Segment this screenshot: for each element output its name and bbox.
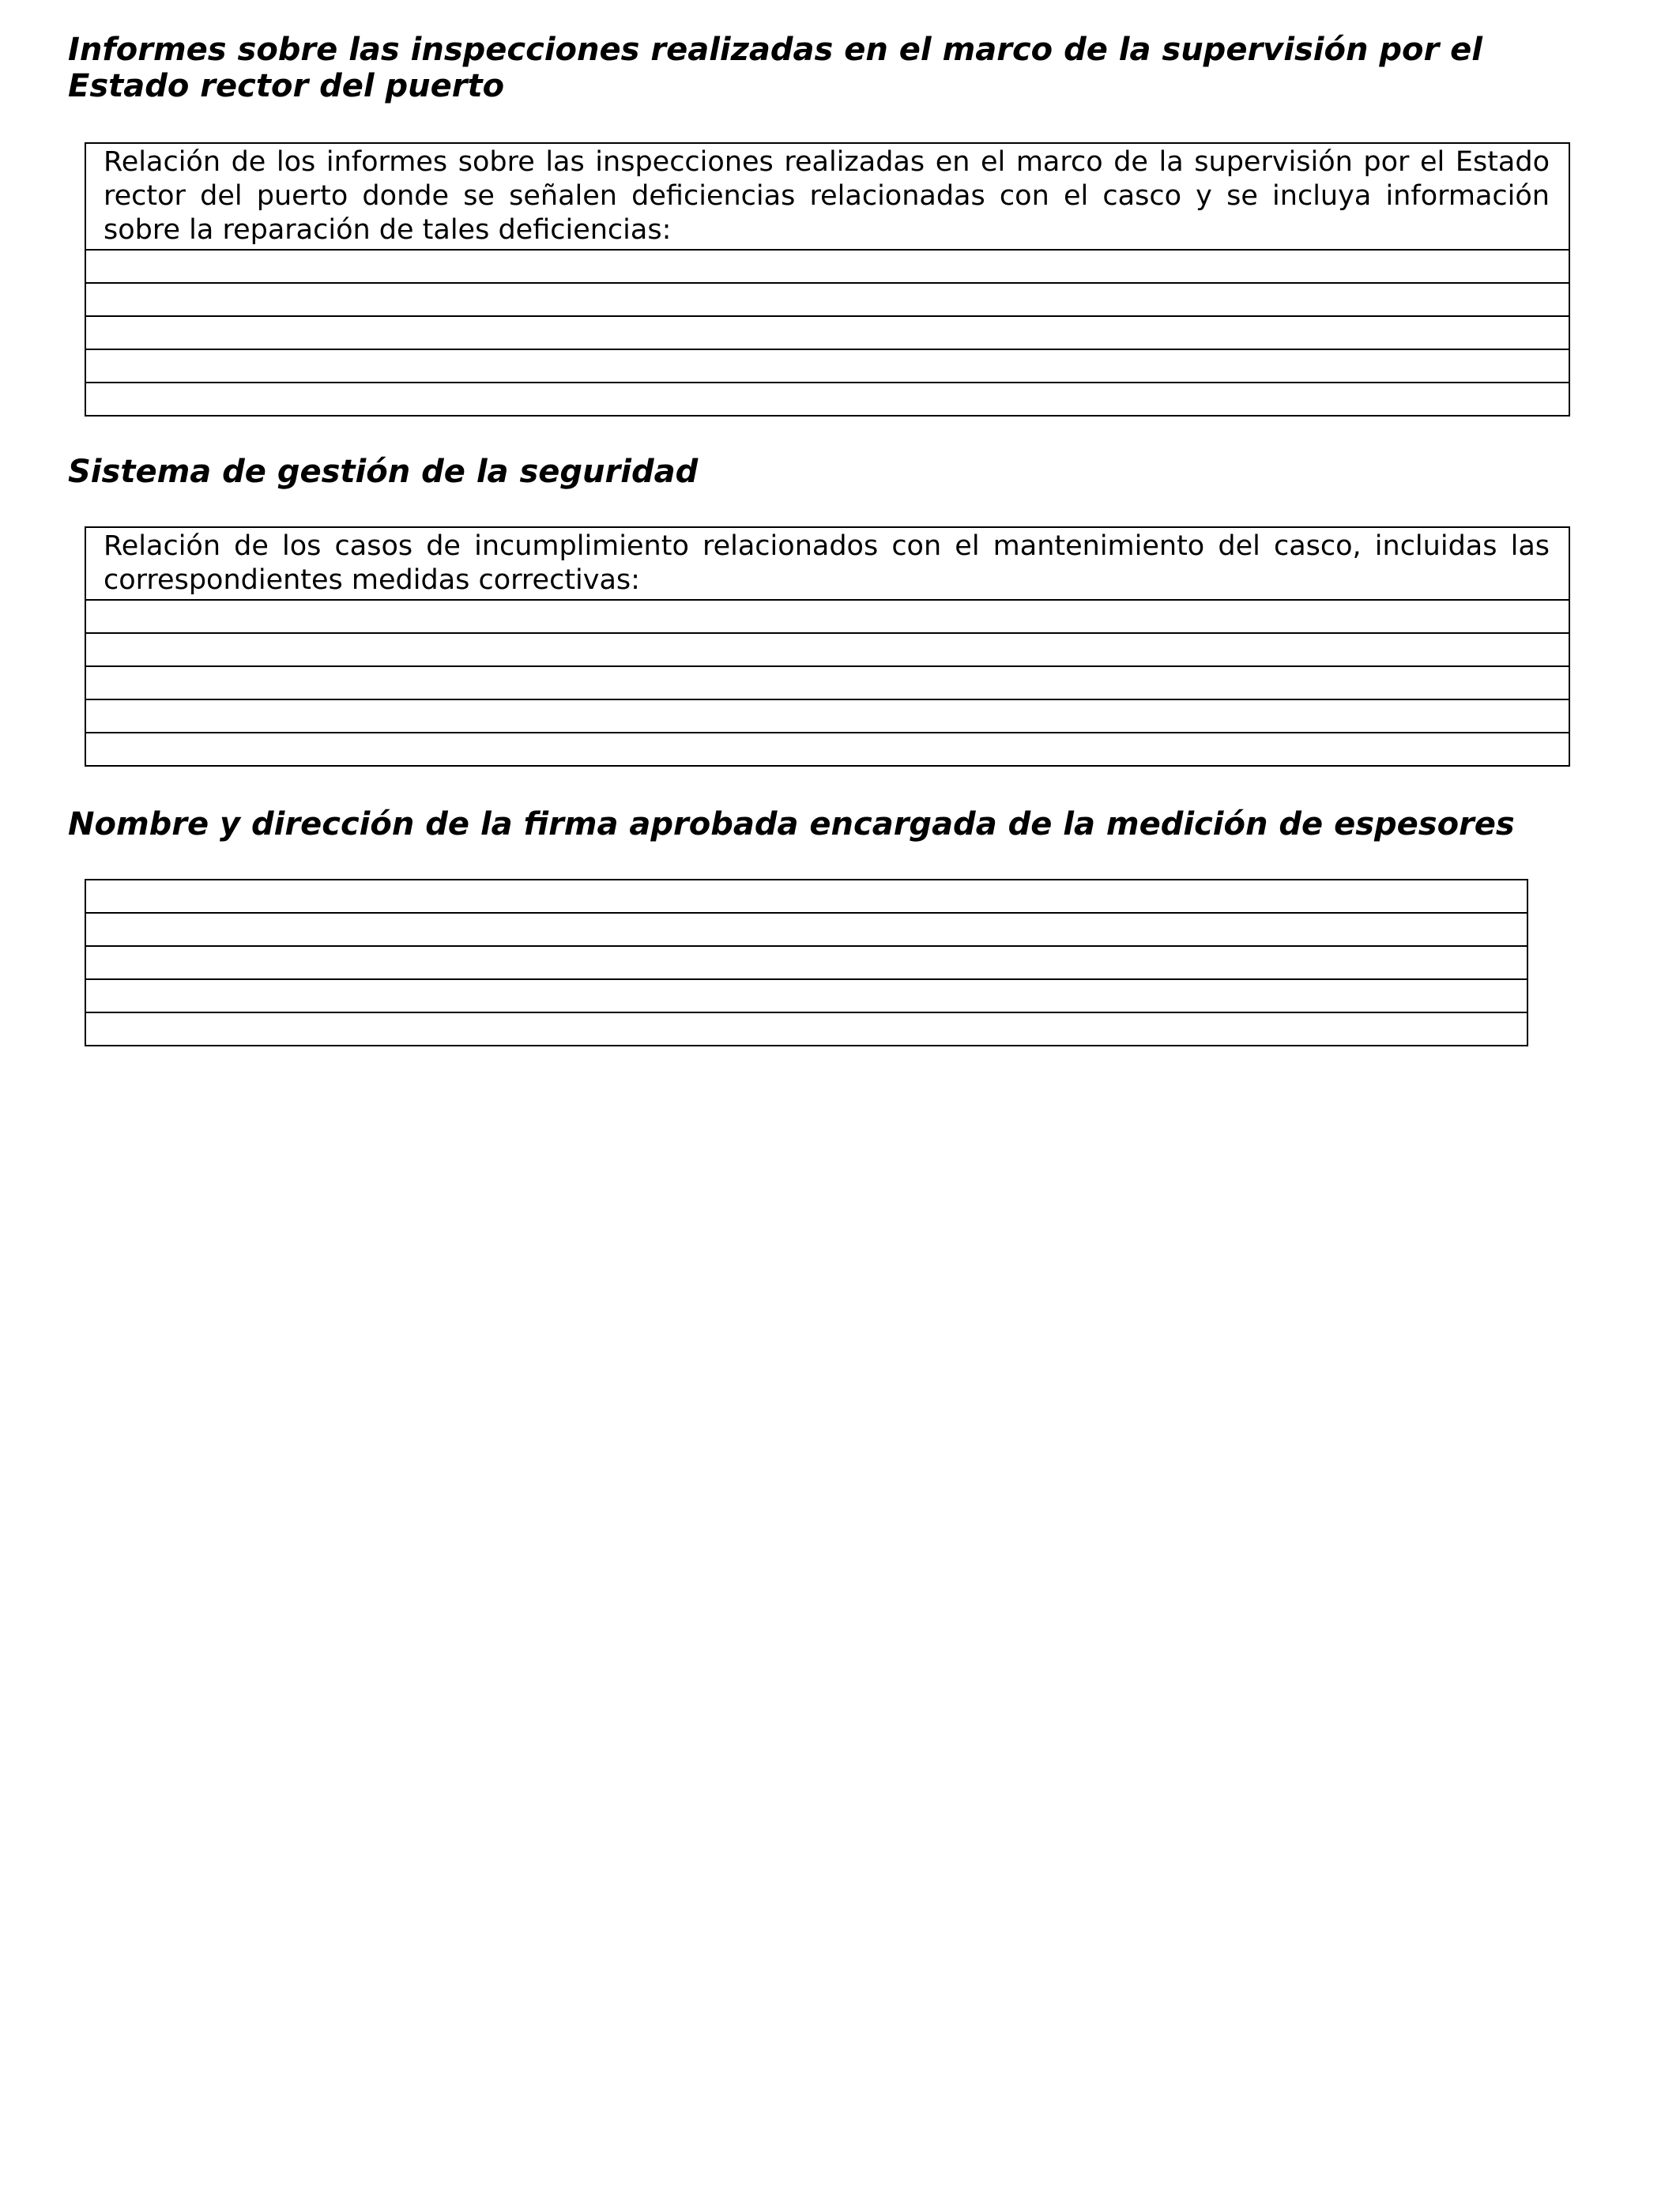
psc-inspection-reports-table	[85, 142, 1570, 417]
blank-entry-field[interactable]	[85, 979, 1527, 1012]
blank-entry-field[interactable]	[85, 316, 1569, 349]
table-row	[85, 913, 1527, 946]
blank-entry-field[interactable]	[85, 250, 1569, 283]
table-row	[85, 600, 1569, 633]
table-row	[85, 250, 1569, 283]
safety-management-description: Relación de los casos de incumplimiento relacionados con el mantenimiento del casco, incluidas las correspondientes medidas correctivas:	[85, 527, 1569, 600]
table-row	[85, 143, 1569, 250]
blank-entry-field[interactable]	[85, 283, 1569, 316]
blank-entry-field[interactable]	[85, 600, 1569, 633]
blank-entry-field[interactable]	[85, 733, 1569, 766]
blank-entry-field[interactable]	[85, 633, 1569, 666]
table-row	[85, 633, 1569, 666]
blank-entry-field[interactable]	[85, 880, 1527, 913]
section-heading-safety-management-system: Sistema de gestión de la seguridad	[68, 454, 699, 490]
psc-inspection-reports-description: Relación de los informes sobre las inspecciones realizadas en el marco de la supervisión por el Estado rector del puerto donde se señalen deficiencias relacionadas con el casco y se incluya información sobre la reparación de tales deficiencias:	[85, 143, 1569, 250]
blank-entry-field[interactable]	[85, 913, 1527, 946]
table-row	[85, 283, 1569, 316]
thickness-measurement-firm-table	[85, 879, 1528, 1046]
table-row	[85, 666, 1569, 699]
table-row	[85, 527, 1569, 600]
table-row	[85, 383, 1569, 416]
table-row	[85, 316, 1569, 349]
blank-entry-field[interactable]	[85, 699, 1569, 733]
table-row	[85, 1012, 1527, 1046]
blank-entry-field[interactable]	[85, 383, 1569, 416]
blank-entry-field[interactable]	[85, 666, 1569, 699]
table-row	[85, 979, 1527, 1012]
blank-entry-field[interactable]	[85, 1012, 1527, 1046]
table-row	[85, 733, 1569, 766]
table-row	[85, 699, 1569, 733]
blank-entry-field[interactable]	[85, 349, 1569, 383]
table-row	[85, 946, 1527, 979]
safety-management-table	[85, 526, 1570, 767]
section-heading-psc-inspection-reports: Informes sobre las inspecciones realizadas en el marco de la supervisión por el Estado rector del puerto	[68, 32, 1482, 104]
table-row	[85, 349, 1569, 383]
blank-entry-field[interactable]	[85, 946, 1527, 979]
section-heading-thickness-measurement-firm: Nombre y dirección de la firma aprobada encargada de la medición de espesores	[68, 806, 1515, 843]
table-row	[85, 880, 1527, 913]
